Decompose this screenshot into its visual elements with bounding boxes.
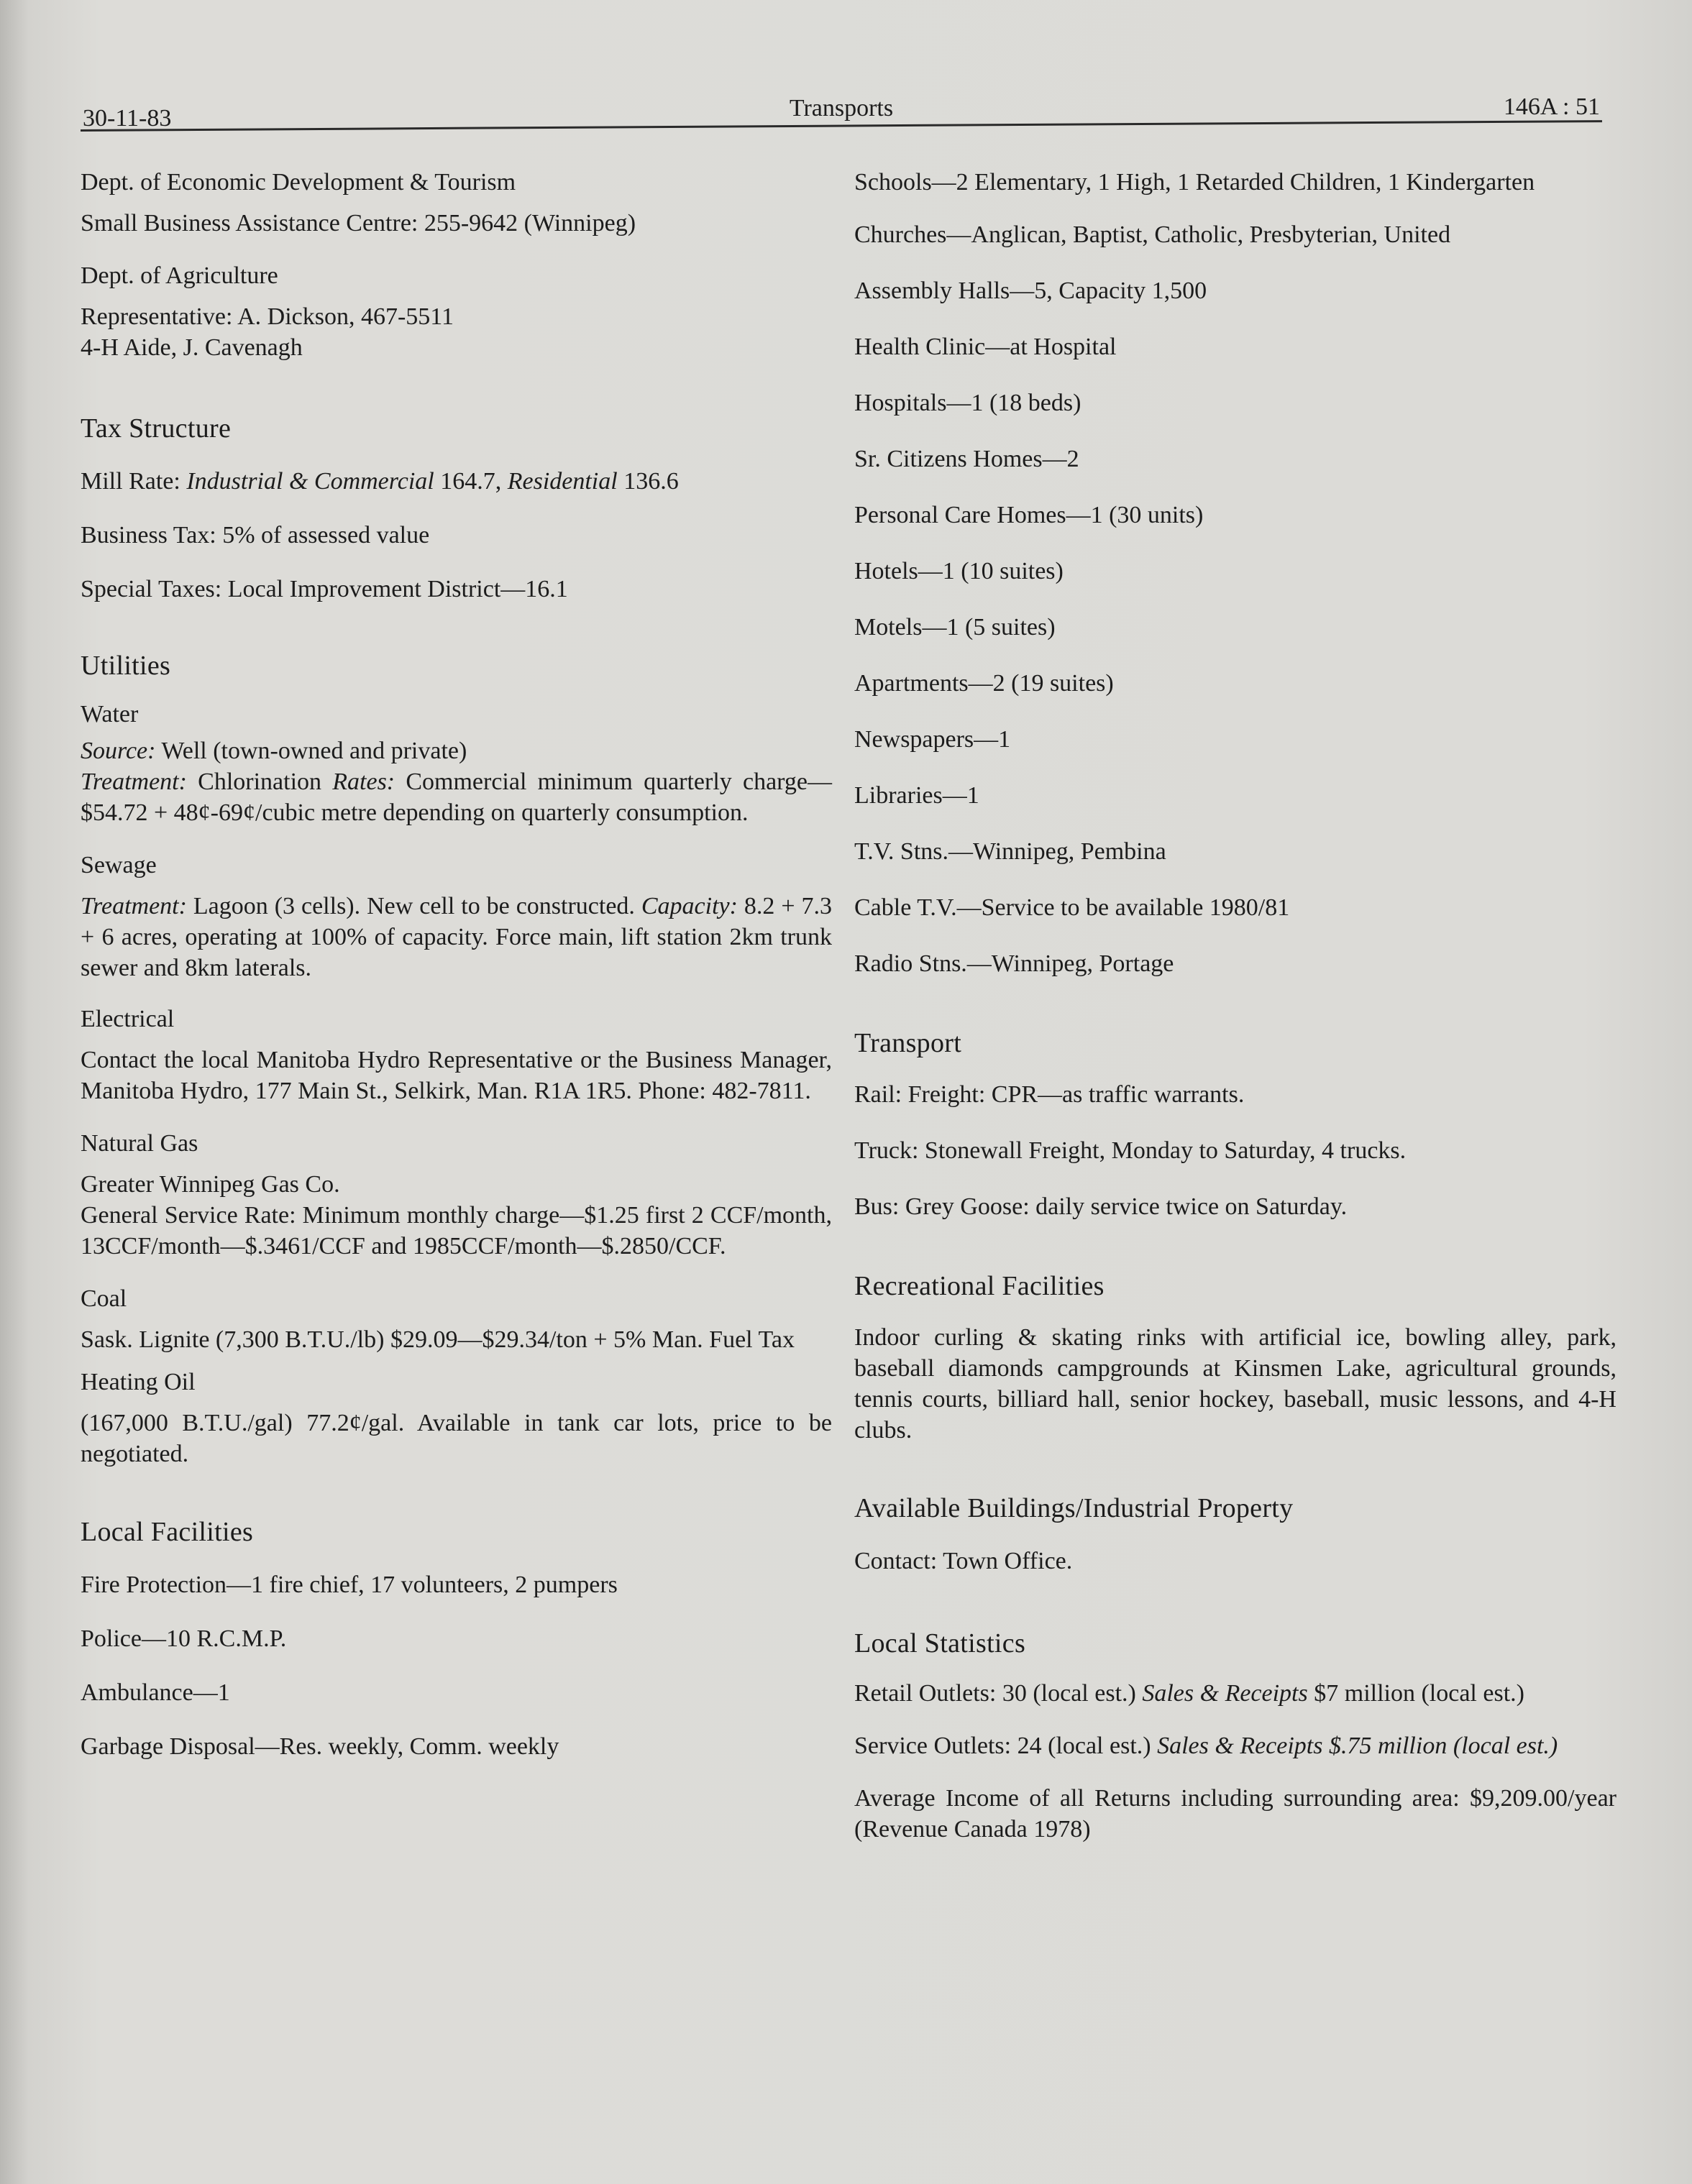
health-clinic: Health Clinic—at Hospital (854, 334, 1117, 360)
retail-sales-label: Sales & Receipts (1142, 1680, 1308, 1707)
garbage-disposal: Garbage Disposal—Res. weekly, Comm. weekly (81, 1733, 559, 1760)
gas-company: Greater Winnipeg Gas Co. (81, 1171, 340, 1198)
radio-stations: Radio Stns.—Winnipeg, Portage (854, 950, 1174, 977)
schools: Schools—2 Elementary, 1 High, 1 Retarded Children, 1 Kindergarten (854, 169, 1535, 196)
water-treatment-label: Treatment: (81, 768, 187, 795)
buildings-heading: Available Buildings/Industrial Property (854, 1493, 1294, 1523)
local-facilities-heading: Local Facilities (81, 1517, 254, 1547)
dept-agriculture: Dept. of Agriculture (81, 262, 278, 289)
sewage-treatment-value: Lagoon (3 cells). New cell to be constructed. (186, 893, 641, 919)
water-treatment (81, 766, 832, 828)
header-page-number: 146A : 51 (1503, 93, 1600, 120)
newspapers: Newspapers—1 (854, 726, 1011, 753)
water-source-label: Source: (81, 738, 156, 764)
transport-heading: Transport (854, 1028, 962, 1058)
coal-heading: Coal (81, 1285, 127, 1312)
water-source-value: Well (town-owned and private) (155, 738, 467, 764)
electrical-heading: Electrical (81, 1006, 175, 1032)
sewage-capacity-value: 8.2 + 7.3 + 6 acres, operating at 100% of capacity. Force main, lift station 2km trunk sewer and 8km laterals. (81, 893, 832, 981)
service-outlets (854, 1730, 1616, 1761)
service-sales: Sales & Receipts $.75 million (local est.) (1157, 1733, 1558, 1759)
right-column (854, 167, 1616, 1845)
sr-citizens-homes: Sr. Citizens Homes—2 (854, 446, 1079, 472)
retail-outlets (854, 1678, 1616, 1709)
page-header (83, 91, 1600, 134)
retail-sales-value: $7 million (local est.) (1307, 1680, 1524, 1707)
motels: Motels—1 (5 suites) (854, 614, 1056, 641)
average-income: Average Income of all Returns including surrounding area: $9,209.00/year (Revenue Canada 1978) (854, 1785, 1616, 1843)
sewage-heading: Sewage (81, 852, 157, 878)
header-title: Transports (789, 95, 894, 121)
buildings-text: Contact: Town Office. (854, 1548, 1073, 1574)
business-tax: Business Tax: 5% of assessed value (81, 522, 430, 549)
service-outlets-label: Service Outlets: 24 (local est.) (854, 1733, 1158, 1759)
tax-structure-heading: Tax Structure (81, 413, 232, 444)
utilities-heading: Utilities (81, 651, 171, 681)
special-taxes: Special Taxes: Local Improvement District—16.1 (81, 576, 568, 602)
assembly-halls: Assembly Halls—5, Capacity 1,500 (854, 277, 1207, 304)
hospitals: Hospitals—1 (18 beds) (854, 390, 1081, 416)
water-treatment-value: Chlorination (186, 768, 333, 795)
water-heading: Water (81, 701, 139, 728)
recreational-text: Indoor curling & skating rinks with artificial ice, bowling alley, park, baseball diamonds campgrounds at Kinsmen Lake, agricultural grounds, tennis courts, billiard hall, senior hockey, baseball, music lessons, and 4-H clubs. (854, 1324, 1616, 1444)
agri-aide: 4-H Aide, J. Cavenagh (81, 334, 303, 361)
mill-rate (81, 466, 832, 497)
mill-industrial-value: 164.7, (434, 468, 508, 495)
churches: Churches—Anglican, Baptist, Catholic, Presbyterian, United (854, 221, 1451, 248)
fire-protection: Fire Protection—1 fire chief, 17 volunteers, 2 pumpers (81, 1572, 618, 1598)
dept-econ-dev: Dept. of Economic Development & Tourism (81, 169, 516, 196)
recreational-heading: Recreational Facilities (854, 1271, 1105, 1301)
hotels: Hotels—1 (10 suites) (854, 558, 1064, 584)
coal-text: Sask. Lignite (7,300 B.T.U./lb) $29.09—$29.34/ton + 5% Man. Fuel Tax (81, 1326, 795, 1353)
mill-industrial-label: Industrial & Commercial (186, 468, 434, 495)
apartments: Apartments—2 (19 suites) (854, 670, 1114, 697)
left-column (81, 167, 832, 1762)
heating-oil-text: (167,000 B.T.U./gal) 77.2¢/gal. Available in tank car lots, price to be negotiated. (81, 1410, 832, 1467)
header-date: 30-11-83 (83, 105, 172, 132)
small-business-centre: Small Business Assistance Centre: 255-9642 (Winnipeg) (81, 210, 636, 237)
sewage-capacity-label: Capacity: (641, 893, 738, 919)
truck: Truck: Stonewall Freight, Monday to Saturday, 4 trucks. (854, 1137, 1407, 1164)
rail: Rail: Freight: CPR—as traffic warrants. (854, 1081, 1245, 1108)
mill-residential-label: Residential (507, 468, 618, 495)
tv-stations: T.V. Stns.—Winnipeg, Pembina (854, 838, 1166, 865)
mill-residential-value: 136.6 (617, 468, 679, 495)
police: Police—10 R.C.M.P. (81, 1625, 287, 1652)
water-source (81, 735, 832, 766)
personal-care-homes: Personal Care Homes—1 (30 units) (854, 502, 1204, 528)
cable-tv: Cable T.V.—Service to be available 1980/81 (854, 894, 1290, 921)
mill-rate-label: Mill Rate: (81, 468, 187, 495)
gas-rate: General Service Rate: Minimum monthly charge—$1.25 first 2 CCF/month, 13CCF/month—$.3461/CCF and 1985CCF/month—$.2850/CCF. (81, 1202, 832, 1260)
bus: Bus: Grey Goose: daily service twice on Saturday. (854, 1193, 1348, 1220)
water-rates-label: Rates: (332, 768, 395, 795)
agri-representative: Representative: A. Dickson, 467-5511 (81, 303, 454, 330)
electrical-text: Contact the local Manitoba Hydro Representative or the Business Manager, Manitoba Hydro, 177 Main St., Selkirk, Man. R1A 1R5. Phone: 482-7811. (81, 1047, 832, 1104)
natural-gas-heading: Natural Gas (81, 1130, 198, 1157)
libraries: Libraries—1 (854, 782, 979, 809)
sewage-treatment-label: Treatment: (81, 893, 187, 919)
heating-oil-heading: Heating Oil (81, 1369, 196, 1395)
sewage-text (81, 891, 832, 983)
retail-outlets-label: Retail Outlets: 30 (local est.) (854, 1680, 1143, 1707)
water-rates-value: Commercial minimum quarterly charge—$54.72 + 48¢-69¢/cubic metre depending on quarterly consumption. (81, 768, 832, 826)
ambulance: Ambulance—1 (81, 1679, 230, 1706)
local-statistics-heading: Local Statistics (854, 1628, 1026, 1658)
